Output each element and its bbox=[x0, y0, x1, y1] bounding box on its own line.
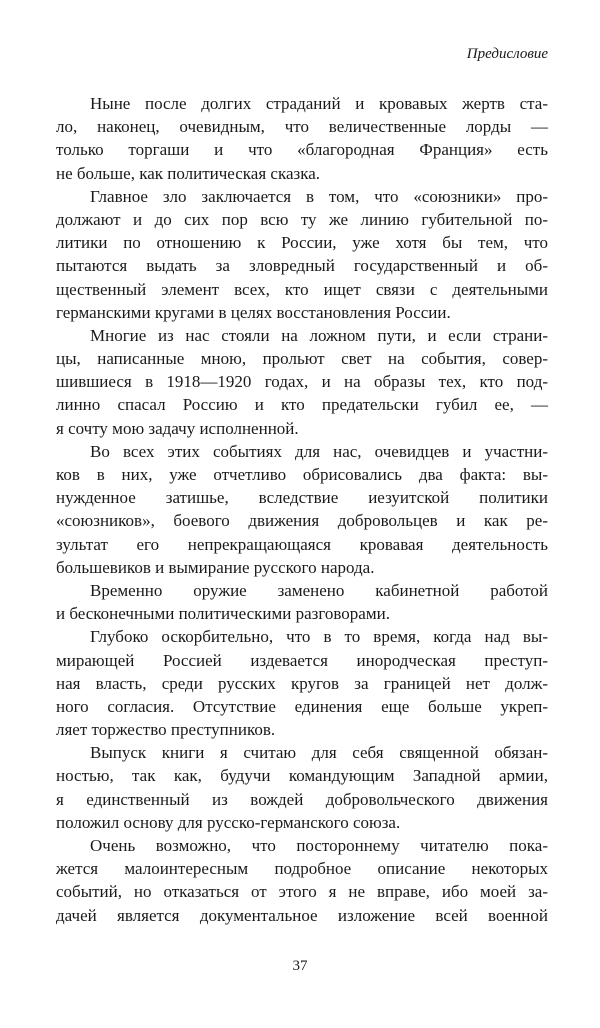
text-line: Выпуск книги я считаю для себя священной обязан- bbox=[90, 743, 548, 763]
paragraph bbox=[56, 92, 548, 185]
paragraph bbox=[56, 741, 548, 834]
text-line: и бесконечными политическими разговорами. bbox=[56, 604, 390, 624]
text-line: ков в них, уже отчетливо обрисовались два факта: вы- bbox=[56, 465, 548, 484]
text-line: литики по отношению к России, уже хотя бы тем, что bbox=[56, 233, 548, 253]
text-line: большевиков и вымирание русского народа. bbox=[56, 557, 375, 577]
paragraph bbox=[56, 579, 548, 625]
text-line: ло, наконец, очевидным, что величественные лорды — bbox=[56, 117, 548, 137]
paragraph bbox=[56, 324, 548, 440]
text-line: цы, написанные мною, прольют свет на события, совер- bbox=[56, 349, 548, 369]
paragraph bbox=[56, 834, 548, 927]
text-line: дачей является документальное изложение всей военной bbox=[56, 905, 548, 925]
paragraph bbox=[56, 185, 548, 324]
text-line: пытаются выдать за зловредный государственный и об- bbox=[56, 256, 548, 276]
paragraph bbox=[56, 440, 548, 579]
text-line: ного согласия. Отсутствие единения еще больше укреп- bbox=[56, 696, 548, 716]
text-line: ляет торжество преступников. bbox=[56, 720, 276, 740]
text-line: только торгаши и что «благородная Франция» есть bbox=[56, 140, 548, 160]
text-line: Ныне после долгих страданий и кровавых жертв ста- bbox=[90, 94, 548, 113]
paragraph bbox=[56, 625, 548, 741]
running-head: Предисловие bbox=[466, 46, 548, 62]
text-line: Главное зло заключается в том, что «союзники» про- bbox=[90, 186, 548, 206]
text-line: событий, но отказаться от этого я не вправе, ибо моей за- bbox=[56, 882, 548, 902]
text-line: линно спасал Россию и кто предательски губил ее, — bbox=[56, 395, 548, 415]
text-line: положил основу для русско-германского союза. bbox=[56, 812, 401, 832]
text-line: германскими кругами в целях восстановления России. bbox=[56, 302, 451, 322]
text-line: жется малоинтересным подробное описание некоторых bbox=[56, 859, 548, 879]
text-line: шившиеся в 1918—1920 годах, и на образы тех, кто под- bbox=[56, 372, 548, 392]
text-line: щественный элемент всех, кто ищет связи с деятельными bbox=[56, 279, 548, 299]
text-line: Временно оружие заменено кабинетной работой bbox=[90, 580, 548, 600]
text-line: Очень возможно, что постороннему читателю пока- bbox=[90, 836, 548, 855]
text-line: я сочту мою задачу исполненной. bbox=[56, 418, 299, 438]
text-line: ностью, так как, будучи командующим Западной армии, bbox=[56, 766, 548, 786]
page-number: 37 bbox=[292, 958, 308, 974]
text-line: Многие из нас стояли на ложном пути, и если страни- bbox=[90, 325, 548, 345]
text-line: мирающей Россией издевается инородческая преступ- bbox=[56, 650, 548, 670]
text-line: Глубоко оскорбительно, что в то время, когда над вы- bbox=[90, 627, 548, 647]
text-line: не больше, как политическая сказка. bbox=[56, 163, 321, 183]
text-line: Во всех этих событиях для нас, очевидцев и участни- bbox=[90, 441, 548, 461]
text-line: зультат его непрекращающаяся кровавая деятельность bbox=[56, 534, 548, 554]
body-text bbox=[56, 92, 548, 927]
text-line: «союзников», боевого движения добровольцев и как ре- bbox=[56, 511, 548, 531]
text-line: ная власть, среди русских кругов за границей нет долж- bbox=[56, 673, 548, 693]
text-line: нужденное затишье, вследствие иезуитской политики bbox=[56, 488, 548, 508]
text-line: я единственный из вождей добровольческого движения bbox=[56, 789, 548, 809]
text-line: должают и до сих пор всю ту же линию губительной по- bbox=[56, 209, 548, 229]
